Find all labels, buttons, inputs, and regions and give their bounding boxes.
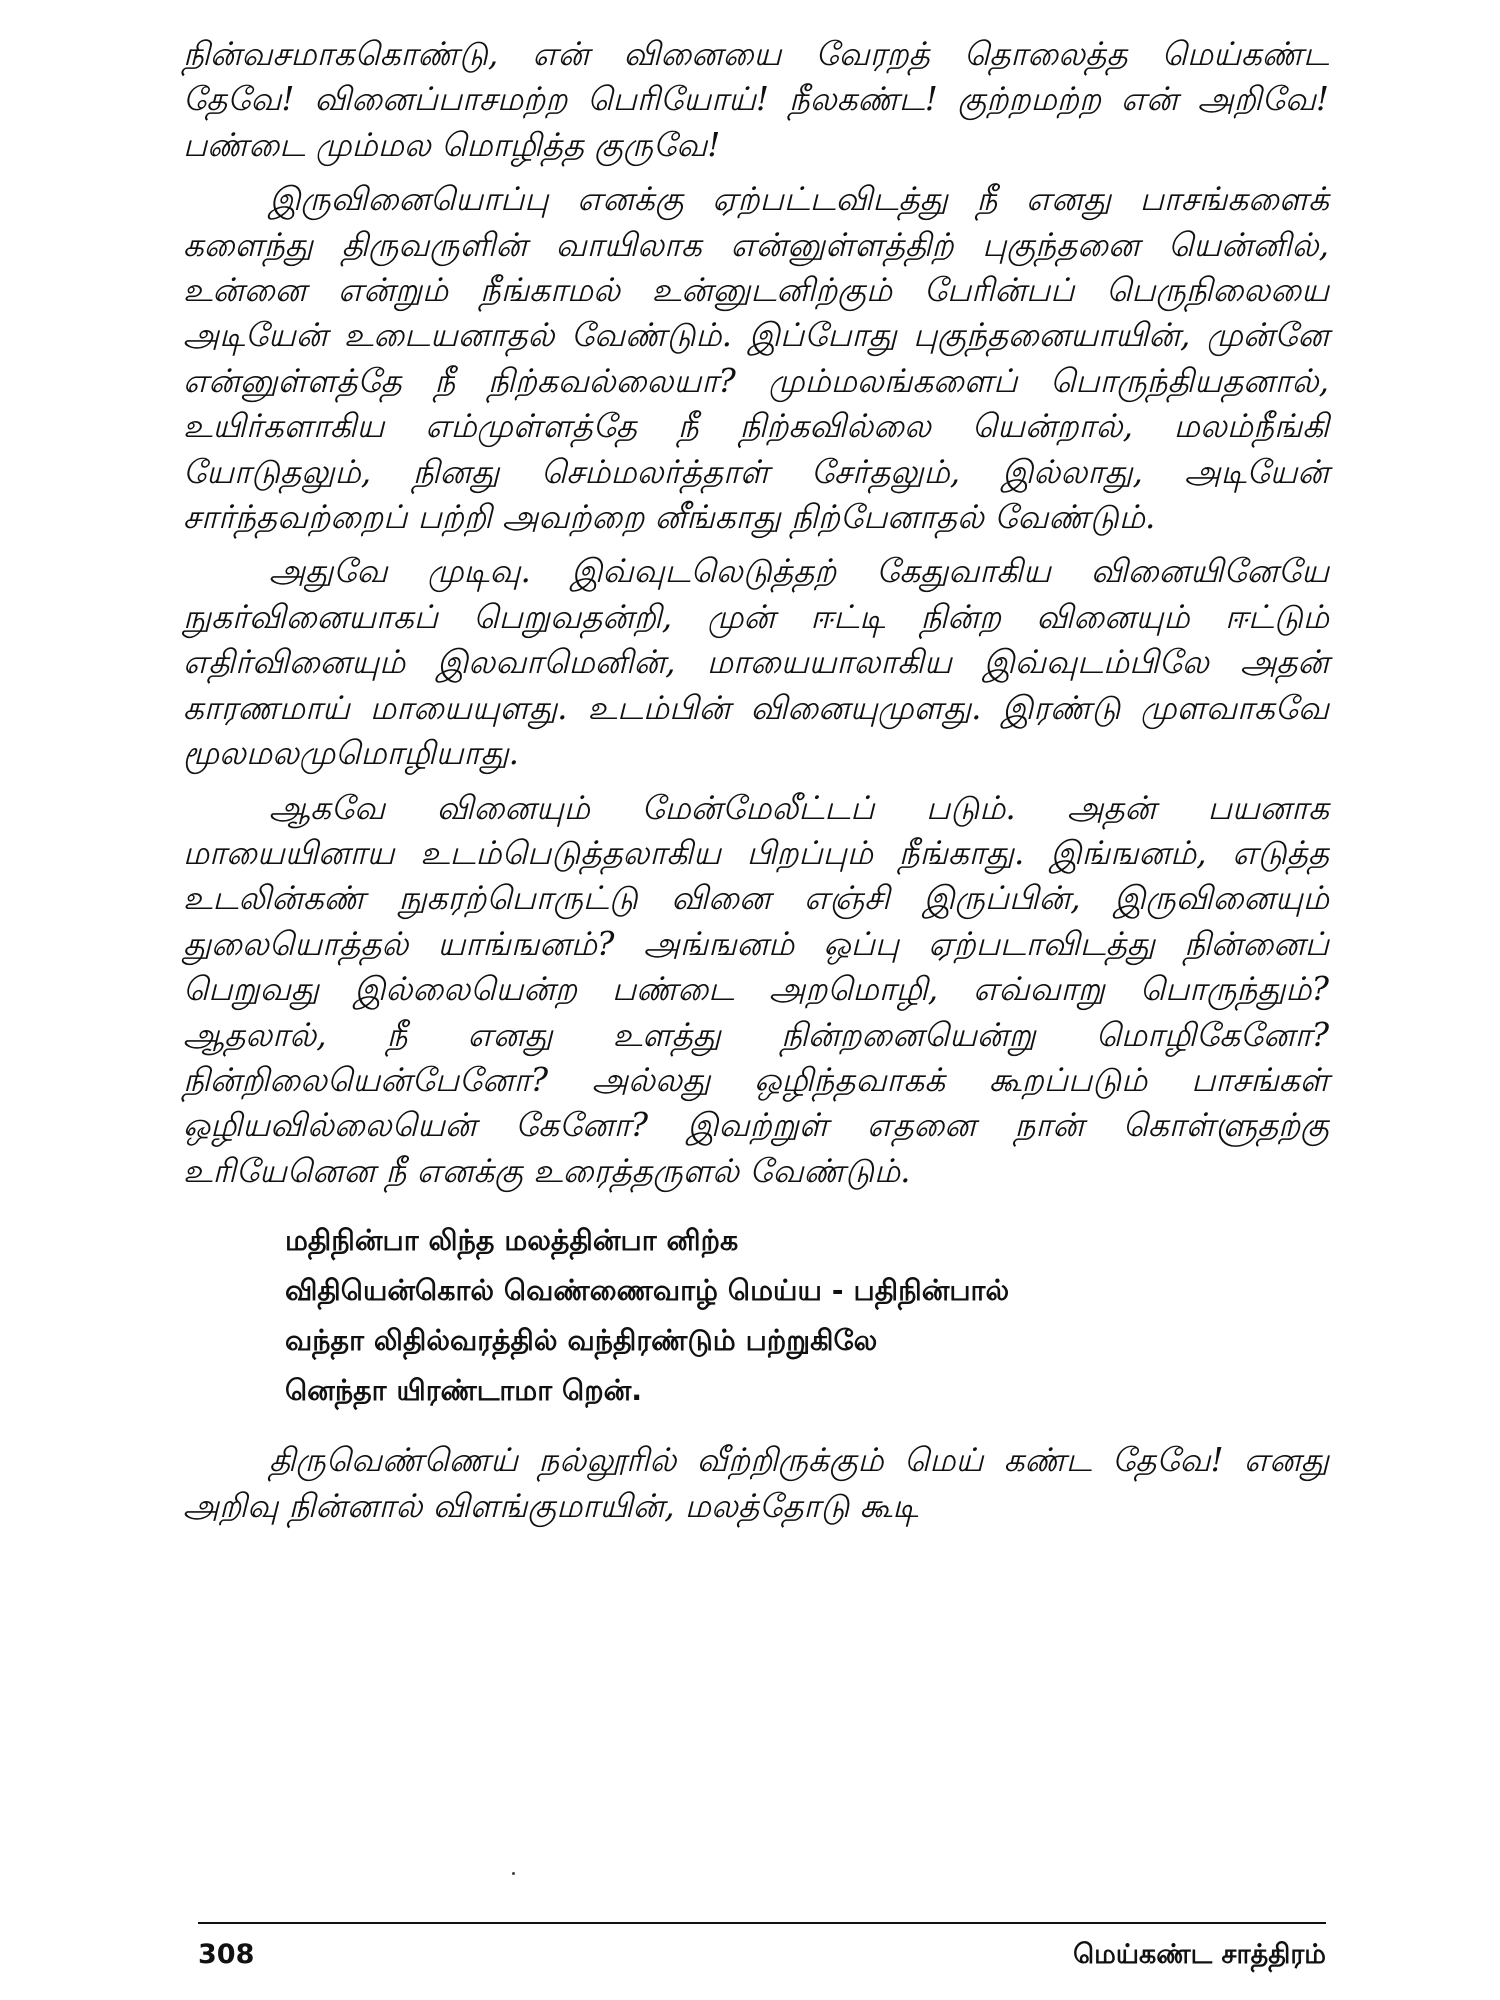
paragraph-3: அதுவே முடிவு. இவ்வுடலெடுத்தற் கேதுவாகிய வினையினேயே நுகர்வினையாகப் பெறுவதன்றி, முன் ஈட்டி நின்ற வினையும் ஈட்டும் எதிர்வினையும் இலவாமெனின், மாயையாலாகிய இவ்வுடம்பிலே அதன் காரணமாய் மாயையுளது. உடம்பின் வினையுமுளது. இரண்டு முளவாகவே மூலமலமுமொழியாது. <box>183 552 1329 773</box>
running-title: மெய்கண்ட சாத்திரம் <box>1073 1939 1326 1970</box>
page-number: 308 <box>198 1939 255 1970</box>
paragraph-4: ஆகவே வினையும் மேன்மேலீட்டப் படும். அதன் பயனாக மாயையினாய உடம்பெடுத்தலாகிய பிறப்பும் நீங்காது. இங்ஙனம், எடுத்த உடலின்கண் நுகரற்பொருட்டு வினை எஞ்சி இருப்பின், இருவினையும் துலையொத்தல் யாங்ஙனம்? அங்ஙனம் ஒப்பு ஏற்படாவிடத்து நின்னைப் பெறுவது இல்லையென்ற பண்டை அறமொழி, எவ்வாறு பொருந்தும்? ஆதலால், நீ எனது உளத்து நின்றனையென்று மொழிகேனோ? நின்றிலையென்பேனோ? அல்லது ஒழிந்தவாகக் கூறப்படும் பாசங்கள் ஒழியவில்லையென் கேனோ? இவற்றுள் எதனை நான் கொள்ளுதற்கு உரியேனென நீ எனக்கு உரைத்தருளல் வேண்டும். <box>183 788 1329 1190</box>
verse-line-2: விதியென்கொல் வெண்ணைவாழ் மெய்ய - பதிநின்பால் <box>285 1274 1010 1308</box>
print-speck <box>512 1872 515 1875</box>
verse-line-1: மதிநின்பா லிந்த மலத்தின்பா னிற்க <box>285 1224 739 1258</box>
verse-block <box>285 1216 1329 1416</box>
page-footer <box>198 1935 1326 1979</box>
paragraph-2: இருவினையொப்பு எனக்கு ஏற்பட்டவிடத்து நீ எனது பாசங்களைக் களைந்து திருவருளின் வாயிலாக என்னுள்ளத்திற் புகுந்தனை யென்னில், உன்னை என்றும் நீங்காமல் உன்னுடனிற்கும் பேரின்பப் பெருநிலையை அடியேன் உடையனாதல் வேண்டும். இப்போது புகுந்தனையாயின், முன்னே என்னுள்ளத்தே நீ நிற்கவல்லையா? மும்மலங்களைப் பொருந்தியதனால், உயிர்களாகிய எம்முள்ளத்தே நீ நிற்கவில்லை யென்றால், மலம்நீங்கி யோடுதலும், நினது செம்மலர்த்தாள் சேர்தலும், இல்லாது, அடியேன் சார்ந்தவற்றைப் பற்றி அவற்றை னீங்காது நிற்பேனாதல் வேண்டும். <box>183 180 1329 537</box>
verse-line-3: வந்தா லிதில்வரத்தில் வந்திரண்டும் பற்றுகிலே <box>285 1324 878 1358</box>
commentary-text <box>183 32 1329 1194</box>
closing-paragraph: திருவெண்ணெய் நல்லூரில் வீற்றிருக்கும் மெய் கண்ட தேவே! எனது அறிவு நின்னால் விளங்குமாயின், மலத்தோடு கூடி <box>183 1441 1329 1525</box>
verse-line-4: னெந்தா யிரண்டாமா றென். <box>285 1374 643 1408</box>
closing-text <box>183 1438 1329 1529</box>
book-page <box>183 32 1329 1992</box>
paragraph-1: நின்வசமாககொண்டு, என் வினையை வேரறத் தொலைத்த மெய்கண்ட தேவே! வினைப்பாசமற்ற பெரியோய்! நீலகண்ட! குற்றமற்ற என் அறிவே! பண்டை மும்மல மொழித்த குருவே! <box>183 35 1329 164</box>
footer-rule <box>198 1922 1326 1924</box>
